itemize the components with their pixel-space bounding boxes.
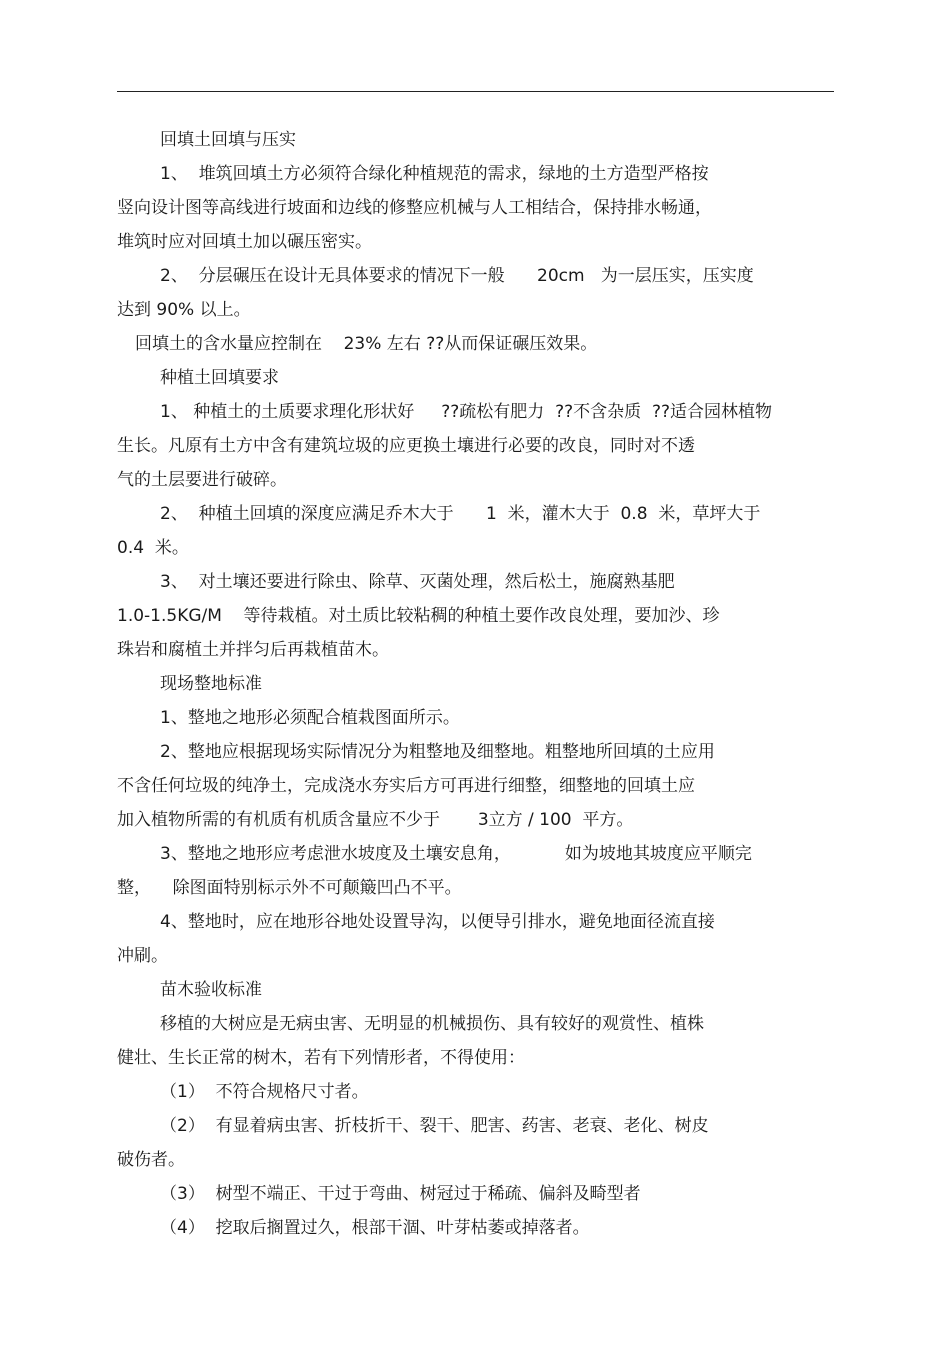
paragraph-line: 2、整地应根据现场实际情况分为粗整地及细整地。粗整地所回填的土应用 xyxy=(160,742,715,762)
list-item: （3） 树型不端正、干过于弯曲、树冠过于稀疏、偏斜及畸型者 xyxy=(160,1184,641,1204)
list-item: 破伤者。 xyxy=(117,1150,185,1170)
paragraph-line: 1、 种植土的土质要求理化形状好 ??疏松有肥力 ??不含杂质 ??适合园林植物 xyxy=(160,402,772,422)
paragraph-line: 堆筑时应对回填土加以碾压密实。 xyxy=(117,232,372,252)
paragraph-line: 珠岩和腐植土并拌匀后再栽植苗木。 xyxy=(117,640,389,660)
paragraph-line: 移植的大树应是无病虫害、无明显的机械损伤、具有较好的观赏性、植株 xyxy=(160,1014,704,1034)
list-item: （2） 有显着病虫害、折枝折干、裂干、肥害、药害、老衰、老化、树皮 xyxy=(160,1116,709,1136)
section-heading: 回填土回填与压实 xyxy=(160,130,296,150)
paragraph-line: 4、整地时，应在地形谷地处设置导沟，以便导引排水，避免地面径流直接 xyxy=(160,912,715,932)
paragraph-line: 3、 对土壤还要进行除虫、除草、灭菌处理，然后松土，施腐熟基肥 xyxy=(160,572,675,592)
paragraph-line: 1、 堆筑回填土方必须符合绿化种植规范的需求，绿地的土方造型严格按 xyxy=(160,164,709,184)
paragraph-line: 气的土层要进行破碎。 xyxy=(117,470,287,490)
section-heading: 苗木验收标准 xyxy=(160,980,262,1000)
paragraph-line: 生长。凡原有土方中含有建筑垃圾的应更换土壤进行必要的改良，同时对不透 xyxy=(117,436,695,456)
paragraph-line: 回填土的含水量应控制在 23% 左右 ??从而保证碾压效果。 xyxy=(135,334,598,354)
section-heading: 现场整地标准 xyxy=(160,674,262,694)
paragraph-line: 2、 种植土回填的深度应满足乔木大于 1 米，灌木大于 0.8 米，草坪大于 xyxy=(160,504,761,524)
paragraph-line: 达到 90% 以上。 xyxy=(117,300,251,320)
paragraph-line: 整， 除图面特别标示外不可颠簸凹凸不平。 xyxy=(117,878,462,898)
paragraph-line: 不含任何垃圾的纯净土，完成浇水夯实后方可再进行细整，细整地的回填土应 xyxy=(117,776,695,796)
paragraph-line: 1.0-1.5KG/M 等待栽植。对土质比较粘稠的种植土要作改良处理，要加沙、珍 xyxy=(117,606,720,626)
paragraph-line: 1、整地之地形必须配合植栽图面所示。 xyxy=(160,708,460,728)
paragraph-line: 加入植物所需的有机质有机质含量应不少于 3立方 / 100 平方。 xyxy=(117,810,634,830)
list-item: （1） 不符合规格尺寸者。 xyxy=(160,1082,369,1102)
section-heading: 种植土回填要求 xyxy=(160,368,279,388)
header-rule xyxy=(117,91,834,92)
list-item: （4） 挖取后搁置过久，根部干涸、叶芽枯萎或掉落者。 xyxy=(160,1218,590,1238)
paragraph-line: 2、 分层碾压在设计无具体要求的情况下一般 20cm 为一层压实，压实度 xyxy=(160,266,754,286)
paragraph-line: 0.4 米。 xyxy=(117,538,189,558)
paragraph-line: 竖向设计图等高线进行坡面和边线的修整应机械与人工相结合，保持排水畅通， xyxy=(117,198,712,218)
paragraph-line: 冲刷。 xyxy=(117,946,168,966)
paragraph-line: 健壮、生长正常的树木，若有下列情形者，不得使用： xyxy=(117,1048,525,1068)
paragraph-line: 3、整地之地形应考虑泄水坡度及土壤安息角， 如为坡地其坡度应平顺完 xyxy=(160,844,752,864)
